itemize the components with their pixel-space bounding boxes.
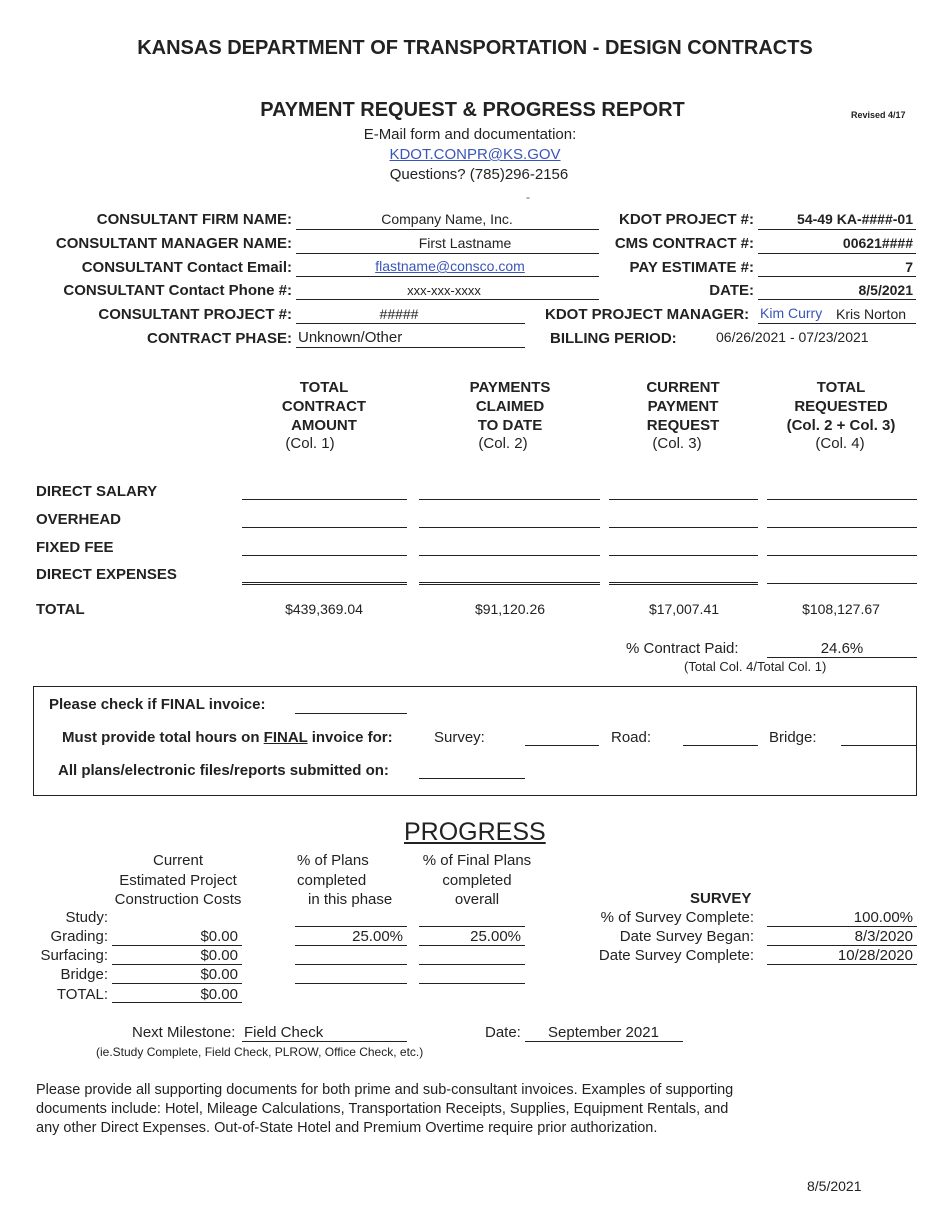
pay-estimate-field[interactable]: 7 bbox=[905, 259, 913, 275]
consultant-project-field[interactable]: ##### bbox=[379, 306, 419, 322]
col2-number: (Col. 2) bbox=[478, 435, 528, 452]
kdot-email-link[interactable]: KDOT.CONPR@KS.GOV bbox=[389, 146, 561, 163]
contract-paid-note: (Total Col. 4/Total Col. 1) bbox=[684, 659, 827, 674]
cost-column-header: Current Estimated Project Construction Costs bbox=[114, 852, 242, 908]
progress-title: PROGRESS bbox=[404, 818, 546, 846]
manager-name-label: CONSULTANT MANAGER NAME: bbox=[55, 235, 292, 252]
total-col3: $17,007.41 bbox=[648, 601, 720, 617]
col3-number: (Col. 3) bbox=[652, 435, 702, 452]
revised-note: Revised 4/17 bbox=[851, 110, 906, 120]
row-total: TOTAL bbox=[36, 601, 85, 618]
col4-header: TOTAL REQUESTED (Col. 2 + Col. 3) bbox=[786, 379, 896, 434]
contact-phone-label: CONSULTANT Contact Phone #: bbox=[63, 282, 292, 299]
bridge-hours-field[interactable] bbox=[841, 745, 916, 746]
col3-header: CURRENT PAYMENT REQUEST bbox=[646, 379, 720, 434]
kdot-project-label: KDOT PROJECT #: bbox=[618, 211, 754, 228]
supporting-docs-note: Please provide all supporting documents for both prime and sub-consultant invoices. Examples of supporting documents include: Hotel, Mileage Calculations, Transportation Receipts, Supplies, Equipment Rentals, and any other Direct Expenses. Out-of-State Hotel and Premium Overtime require prior authorization. bbox=[36, 1082, 734, 1136]
col1-number: (Col. 1) bbox=[285, 435, 335, 452]
progress-row-bridge: Bridge: bbox=[60, 966, 108, 983]
survey-end-label: Date Survey Complete: bbox=[598, 947, 754, 964]
contact-email-label: CONSULTANT Contact Email: bbox=[81, 259, 292, 276]
milestone-note: (ie.Study Complete, Field Check, PLROW, Office Check, etc.) bbox=[96, 1045, 424, 1059]
cms-contract-label: CMS CONTRACT #: bbox=[614, 235, 754, 252]
row-overhead: OVERHEAD bbox=[36, 511, 122, 528]
survey-title: SURVEY bbox=[690, 890, 752, 907]
bridge-hours-label: Bridge: bbox=[769, 729, 817, 746]
survey-hours-field[interactable] bbox=[525, 745, 599, 746]
survey-complete-value[interactable]: 100.00% bbox=[853, 909, 913, 926]
total-col2: $91,120.26 bbox=[474, 601, 546, 617]
road-hours-field[interactable] bbox=[683, 745, 758, 746]
kdot-manager-label: KDOT PROJECT MANAGER: bbox=[545, 306, 750, 323]
plans-column-header: % of Plans completed in this phase bbox=[297, 852, 393, 908]
road-hours-label: Road: bbox=[611, 729, 652, 746]
plans-grading[interactable]: 25.00% bbox=[352, 928, 403, 945]
firm-name-label: CONSULTANT FIRM NAME: bbox=[96, 211, 292, 228]
progress-row-total: TOTAL: bbox=[56, 986, 108, 1003]
final-invoice-label: Please check if FINAL invoice: bbox=[49, 696, 266, 713]
survey-began-value[interactable]: 8/3/2020 bbox=[854, 928, 913, 945]
questions-phone: Questions? (785)296-2156 bbox=[389, 166, 569, 183]
kdot-project-field[interactable]: 54-49 KA-####-01 bbox=[797, 211, 913, 227]
manager-name-field[interactable]: First Lastname bbox=[418, 235, 512, 251]
milestone-field[interactable]: Field Check bbox=[244, 1024, 324, 1041]
survey-began-label: Date Survey Began: bbox=[619, 928, 754, 945]
billing-period-label: BILLING PERIOD: bbox=[550, 330, 677, 347]
email-instruction: E-Mail form and documentation: bbox=[363, 126, 577, 143]
cost-bridge[interactable]: $0.00 bbox=[200, 966, 238, 983]
consultant-project-label: CONSULTANT PROJECT #: bbox=[98, 306, 292, 323]
total-col4: $108,127.67 bbox=[802, 601, 880, 617]
cms-contract-field[interactable]: 00621#### bbox=[842, 235, 913, 251]
kdot-manager-field[interactable]: Kris Norton bbox=[836, 306, 907, 322]
final-plans-grading[interactable]: 25.00% bbox=[470, 928, 521, 945]
row-direct-expenses: DIRECT EXPENSES bbox=[36, 566, 177, 583]
milestone-label: Next Milestone: bbox=[132, 1024, 236, 1041]
final-hours-label: Must provide total hours on FINAL invoice for: bbox=[62, 729, 393, 746]
footer-date: 8/5/2021 bbox=[807, 1178, 862, 1194]
contract-phase-field[interactable]: Unknown/Other bbox=[298, 329, 403, 346]
report-title: PAYMENT REQUEST & PROGRESS REPORT bbox=[260, 99, 685, 121]
final-plans-column-header: % of Final Plans completed overall bbox=[422, 852, 532, 908]
files-submitted-field[interactable] bbox=[419, 778, 525, 779]
files-submitted-label: All plans/electronic files/reports submitted on: bbox=[58, 762, 389, 779]
contact-email-field[interactable]: flastname@consco.com bbox=[375, 258, 525, 274]
survey-end-value[interactable]: 10/28/2020 bbox=[837, 947, 913, 964]
date-label: DATE: bbox=[709, 282, 754, 299]
col1-header: TOTAL CONTRACT AMOUNT bbox=[281, 379, 367, 434]
kdot-manager-dropdown[interactable]: Kim Curry bbox=[760, 305, 823, 321]
contact-phone-field[interactable]: xxx-xxx-xxxx bbox=[407, 283, 481, 298]
progress-row-surfacing: Surfacing: bbox=[40, 947, 108, 964]
contract-paid-value: 24.6% bbox=[820, 640, 864, 657]
milestone-date-label: Date: bbox=[485, 1024, 521, 1041]
billing-period-field[interactable]: 06/26/2021 - 07/23/2021 bbox=[716, 329, 869, 345]
milestone-date-field[interactable]: September 2021 bbox=[548, 1024, 659, 1041]
final-invoice-field[interactable] bbox=[295, 713, 407, 714]
col4-number: (Col. 4) bbox=[815, 435, 865, 452]
col2-header: PAYMENTS CLAIMED TO DATE bbox=[469, 379, 551, 434]
stray-mark: - bbox=[526, 190, 530, 204]
progress-row-study: Study: bbox=[65, 909, 108, 926]
survey-complete-label: % of Survey Complete: bbox=[600, 909, 754, 926]
contract-phase-label: CONTRACT PHASE: bbox=[147, 330, 292, 347]
cost-total: $0.00 bbox=[200, 986, 238, 1003]
date-field[interactable]: 8/5/2021 bbox=[858, 282, 913, 298]
agency-title: KANSAS DEPARTMENT OF TRANSPORTATION - DESIGN CONTRACTS bbox=[137, 37, 813, 59]
survey-hours-label: Survey: bbox=[434, 729, 485, 746]
pay-estimate-label: PAY ESTIMATE #: bbox=[629, 259, 754, 276]
firm-name-field[interactable]: Company Name, Inc. bbox=[381, 211, 513, 227]
contract-paid-label: % Contract Paid: bbox=[626, 640, 739, 657]
total-col1: $439,369.04 bbox=[285, 601, 363, 617]
cost-surfacing[interactable]: $0.00 bbox=[200, 947, 238, 964]
cost-grading[interactable]: $0.00 bbox=[200, 928, 238, 945]
row-fixed-fee: FIXED FEE bbox=[36, 539, 114, 556]
row-direct-salary: DIRECT SALARY bbox=[36, 483, 158, 500]
progress-row-grading: Grading: bbox=[50, 928, 108, 945]
